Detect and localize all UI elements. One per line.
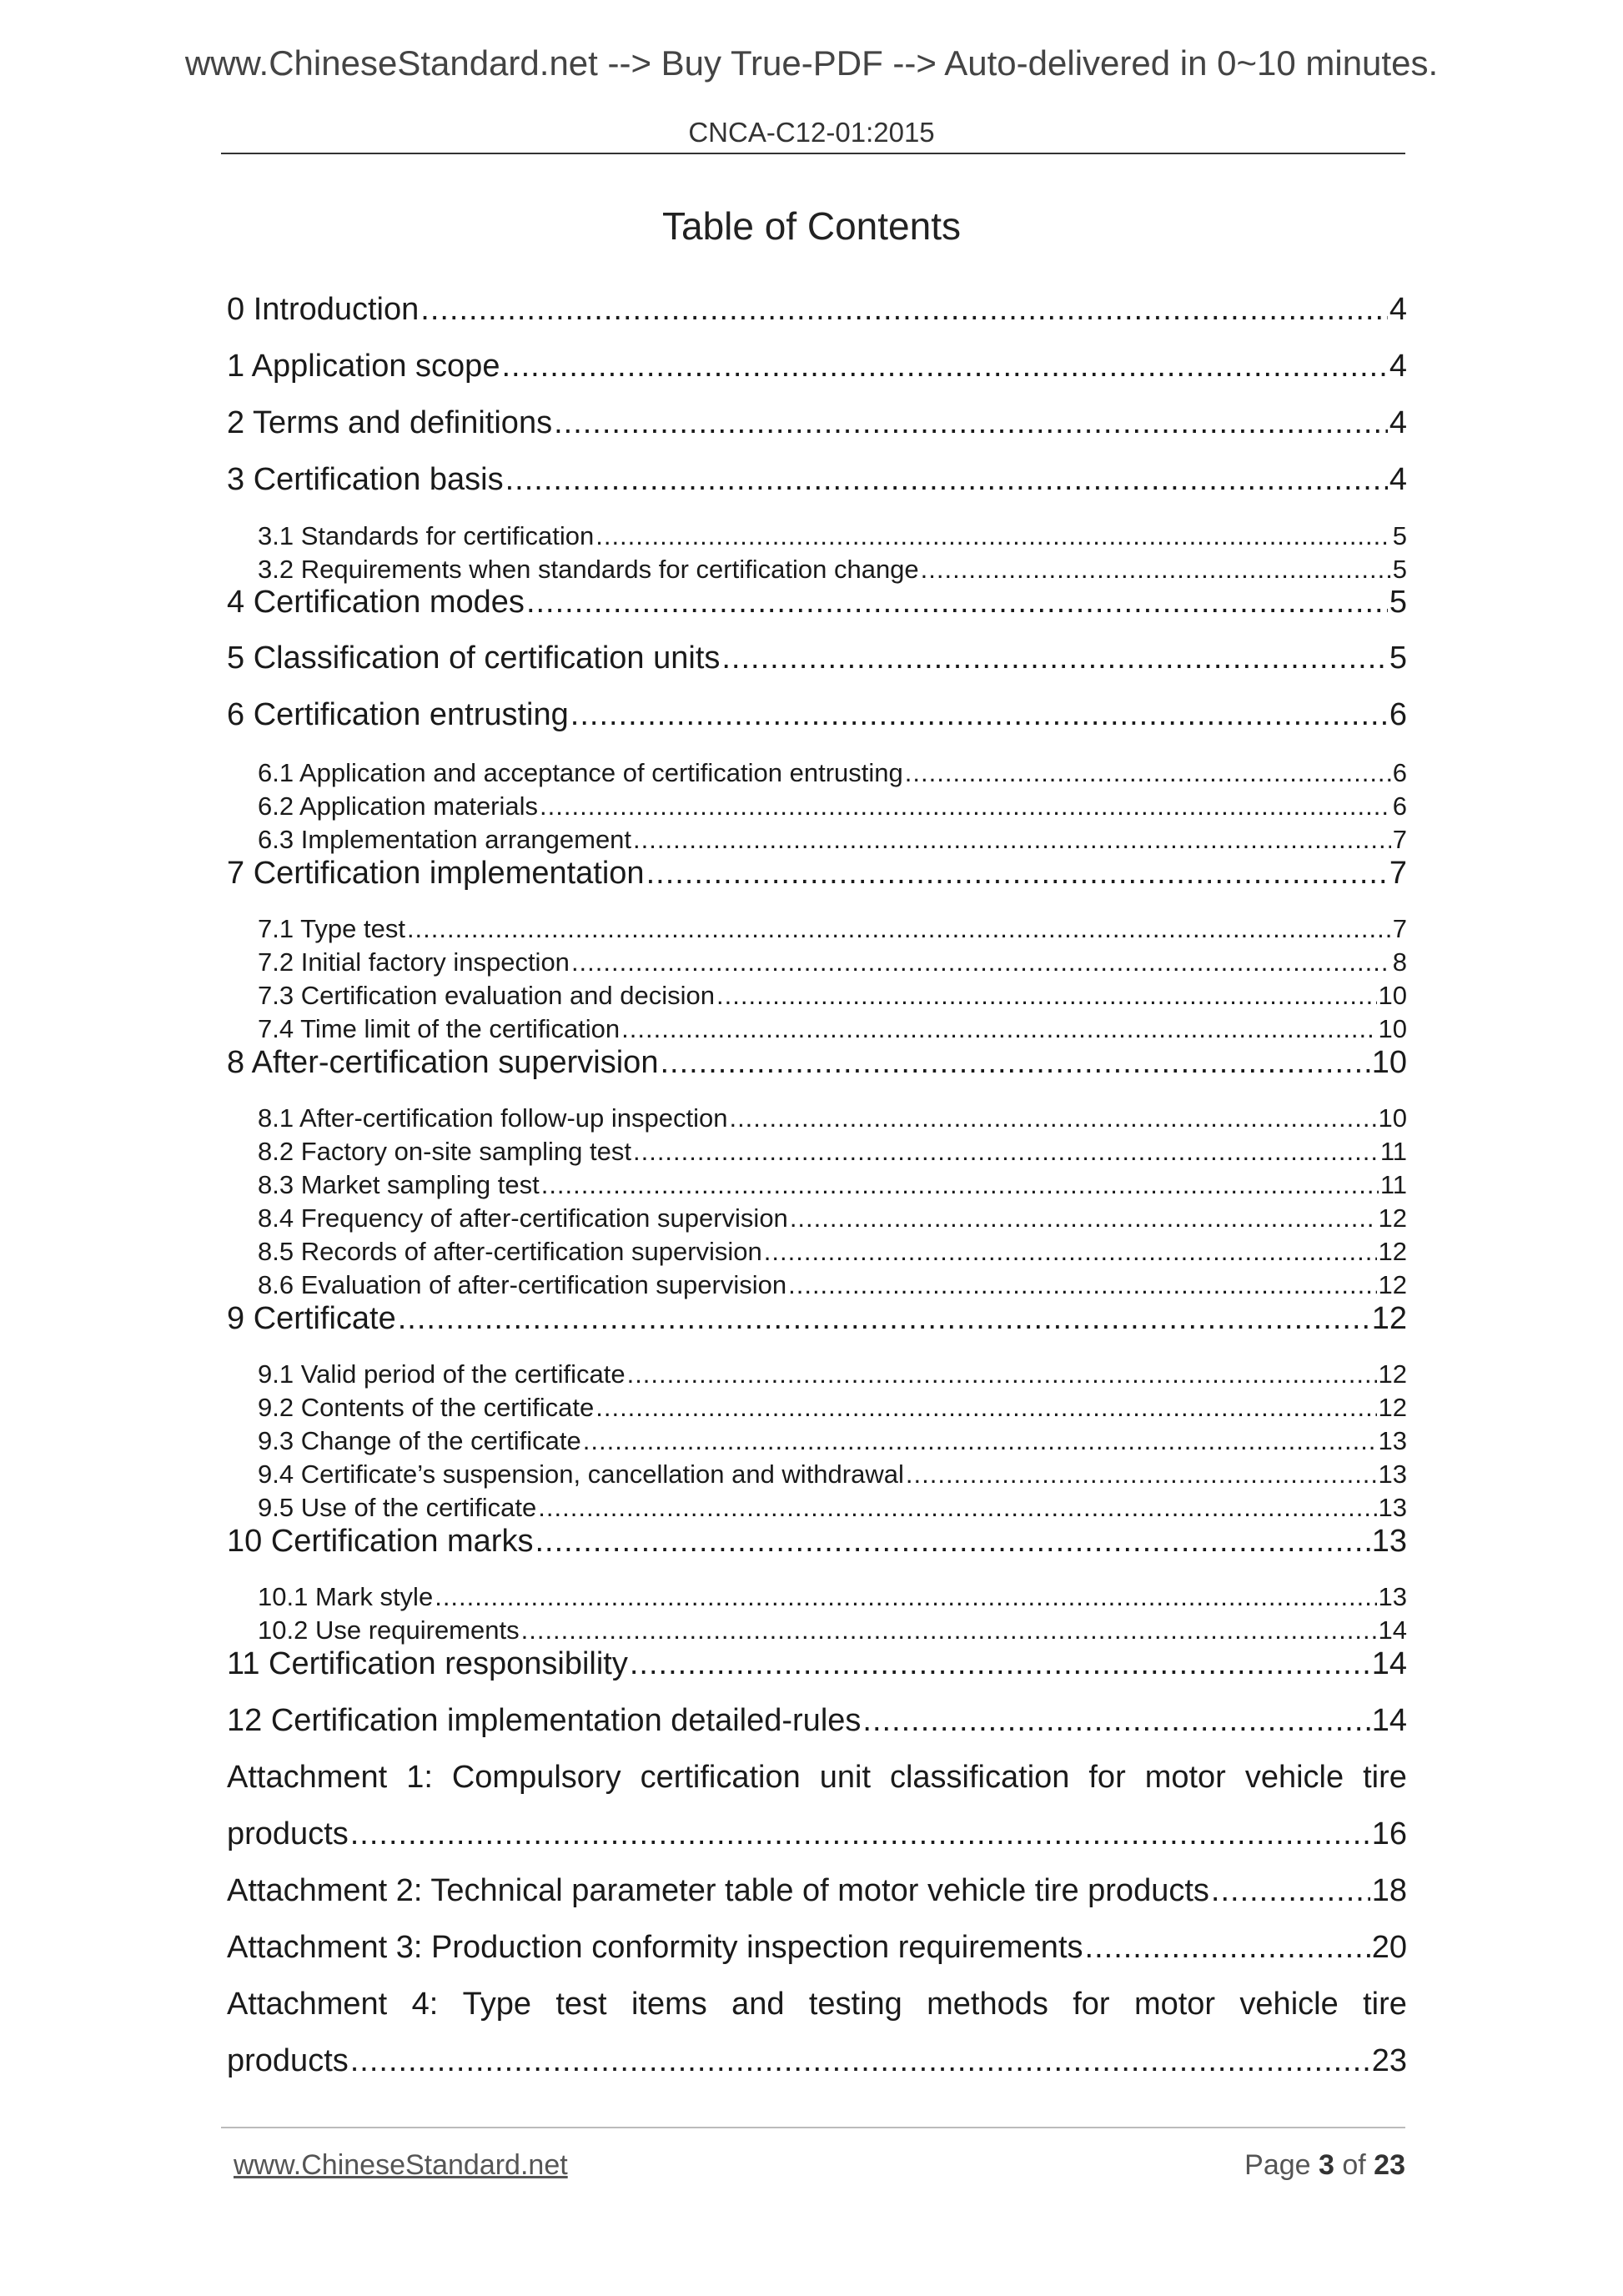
toc-subentry[interactable] [227, 791, 1407, 821]
toc-entry-label: 9.4 Certificate’s suspension, cancellation and withdrawal [258, 1459, 904, 1489]
toc-entry-page: 5 [1389, 585, 1407, 620]
toc-entry-label: 9 Certificate [227, 1301, 396, 1336]
toc-entry-label: 11 Certification responsibility [227, 1646, 628, 1681]
toc-entry-label: 5 Classification of certification units [227, 641, 721, 676]
toc-entry-label: 3.1 Standards for certification [258, 521, 595, 550]
toc-leader-dots [790, 1203, 1377, 1233]
toc-entry-label: 8 After-certification supervision [227, 1045, 659, 1080]
toc-entry-page: 11 [1379, 1137, 1407, 1166]
toc-entry-label: 7.1 Type test [258, 914, 405, 943]
toc-attachment-word: Attachment [227, 1987, 388, 2022]
toc-attachment-entry[interactable] [227, 1930, 1407, 1966]
toc-leader-dots [538, 1493, 1376, 1523]
toc-leader-dots [906, 1459, 1377, 1490]
toc-leader-dots [540, 791, 1391, 821]
toc-entry[interactable] [227, 697, 1407, 733]
toc-subentry[interactable] [227, 1103, 1407, 1133]
toc-entry-label: 7.2 Initial factory inspection [258, 947, 570, 977]
document-id: CNCA-C12-01:2015 [688, 117, 935, 148]
toc-entry-page: 5 [1392, 555, 1407, 584]
toc-entry-page: 5 [1389, 641, 1407, 676]
header-divider [221, 153, 1405, 154]
toc-leader-dots [571, 947, 1391, 977]
toc-entry-label: 10 Certification marks [227, 1524, 534, 1559]
toc-entry-page: 7 [1392, 825, 1407, 854]
toc-attachment-word: test [555, 1987, 607, 2022]
toc-entry-label: 4 Certification modes [227, 585, 525, 620]
toc-entry-label: products [227, 2043, 349, 2078]
toc-leader-dots [595, 521, 1391, 551]
toc-leader-dots [716, 981, 1377, 1011]
toc-entry-label: 7 Certification implementation [227, 856, 645, 891]
toc-entry-label: 8.4 Frequency of after-certification supervision [258, 1203, 788, 1233]
toc-leader-dots [350, 2043, 1370, 2079]
toc-entry-page: 14 [1378, 1615, 1407, 1645]
toc-entry[interactable] [227, 856, 1407, 892]
toc-subentry[interactable] [227, 555, 1407, 585]
toc-entry-page: 4 [1389, 405, 1407, 440]
toc-entry-page: 7 [1389, 856, 1407, 891]
toc-subentry[interactable] [227, 1615, 1407, 1645]
page-number: Page 3 of 23 [1244, 2149, 1405, 2181]
toc-entry-page: 12 [1378, 1270, 1407, 1299]
toc-entry-page: 13 [1378, 1582, 1407, 1611]
toc-leader-dots [505, 462, 1388, 498]
toc-attachment-entry[interactable] [227, 2043, 1407, 2079]
toc-attachment-word: classification [889, 1760, 1070, 1795]
toc-attachment-word: Attachment [227, 1760, 388, 1795]
toc-attachment-word: tire [1363, 1760, 1407, 1795]
toc-entry-label: 1 Application scope [227, 349, 500, 384]
toc-entry-page: 13 [1378, 1426, 1407, 1455]
toc-entry-page: 12 [1378, 1393, 1407, 1422]
toc-entry[interactable] [227, 292, 1407, 328]
toc-entry-label: 7.4 Time limit of the certification [258, 1014, 621, 1043]
toc-attachment-title[interactable] [227, 1760, 1407, 1796]
page-title: Table of Contents [661, 204, 961, 248]
toc-entry-page: 4 [1389, 292, 1407, 327]
toc-entry-page: 13 [1378, 1459, 1407, 1489]
toc-entry[interactable] [227, 1301, 1407, 1337]
toc-subentry[interactable] [227, 1393, 1407, 1423]
toc-attachment-title[interactable] [227, 1987, 1407, 2022]
toc-leader-dots [862, 1703, 1369, 1739]
toc-subentry[interactable] [227, 947, 1407, 977]
toc-attachment-word: Compulsory [451, 1760, 621, 1795]
toc-entry-page: 4 [1389, 349, 1407, 384]
toc-entry[interactable] [227, 1646, 1407, 1682]
toc-attachment-word: 4: [411, 1987, 439, 2022]
toc-leader-dots [646, 856, 1388, 892]
toc-entry-label: 6.1 Application and acceptance of certification entrusting [258, 758, 903, 787]
toc-entry-page: 10 [1378, 1014, 1407, 1043]
toc-leader-dots [435, 1582, 1376, 1612]
toc-leader-dots [721, 641, 1387, 676]
toc-leader-dots [764, 1237, 1377, 1267]
toc-entry[interactable] [227, 641, 1407, 676]
toc-entry-page: 5 [1392, 521, 1407, 550]
toc-subentry[interactable] [227, 1170, 1407, 1200]
toc-attachment-word: items [631, 1987, 707, 2022]
toc-entry-label: 2 Terms and definitions [227, 405, 553, 440]
toc-entry-label: products [227, 1816, 349, 1851]
toc-leader-dots [621, 1014, 1376, 1044]
toc-entry-label: 0 Introduction [227, 292, 420, 327]
toc-attachment-word: methods [927, 1987, 1048, 2022]
toc-entry-page: 12 [1371, 1301, 1407, 1336]
toc-entry[interactable] [227, 585, 1407, 620]
toc-attachment-word: tire [1363, 1987, 1407, 2022]
toc-entry-label: 9.5 Use of the certificate [258, 1493, 537, 1522]
toc-subentry[interactable] [227, 981, 1407, 1011]
toc-entry-page: 10 [1371, 1045, 1407, 1080]
toc-leader-dots [595, 1393, 1376, 1423]
toc-entry-page: 20 [1371, 1930, 1407, 1965]
toc-entry-page: 14 [1371, 1703, 1407, 1738]
toc-subentry[interactable] [227, 914, 1407, 944]
toc-subentry[interactable] [227, 1359, 1407, 1389]
toc-leader-dots [630, 1646, 1370, 1682]
toc-entry-page: 12 [1378, 1203, 1407, 1233]
toc-leader-dots [350, 1816, 1370, 1852]
toc-entry-label: 10.1 Mark style [258, 1582, 434, 1611]
toc-leader-dots [541, 1170, 1379, 1200]
toc-entry-label: 7.3 Certification evaluation and decision [258, 981, 716, 1010]
toc-attachment-word: motor [1133, 1987, 1216, 2022]
toc-subentry[interactable] [227, 1459, 1407, 1490]
toc-subentry[interactable] [227, 1493, 1407, 1523]
toc-entry-label: 3.2 Requirements when standards for certification change [258, 555, 919, 584]
toc-entry-page: 14 [1371, 1646, 1407, 1681]
toc-entry[interactable] [227, 1703, 1407, 1739]
toc-leader-dots [535, 1524, 1369, 1560]
toc-attachment-word: unit [819, 1760, 872, 1795]
toc-entry-label: 3 Certification basis [227, 462, 504, 497]
toc-subentry[interactable] [227, 1270, 1407, 1300]
toc-entry-label: 9.3 Change of the certificate [258, 1426, 581, 1455]
toc-attachment-word: testing [808, 1987, 902, 2022]
toc-leader-dots [398, 1301, 1370, 1337]
toc-entry-label: 8.5 Records of after-certification supervision [258, 1237, 762, 1266]
toc-entry-label: 6.2 Application materials [258, 791, 539, 821]
toc-leader-dots [554, 405, 1388, 441]
toc-subentry[interactable] [227, 1582, 1407, 1612]
toc-entry-page: 10 [1378, 1103, 1407, 1133]
toc-leader-dots [921, 555, 1391, 585]
toc-leader-dots [1085, 1930, 1370, 1966]
toc-attachment-word: vehicle [1244, 1760, 1344, 1795]
toc-leader-dots [407, 914, 1391, 944]
toc-entry-page: 6 [1389, 697, 1407, 732]
toc-attachment-entry[interactable] [227, 1816, 1407, 1852]
toc-entry-page: 13 [1371, 1524, 1407, 1559]
toc-entry[interactable] [227, 405, 1407, 441]
toc-entry-page: 6 [1392, 791, 1407, 821]
toc-entry-page: 18 [1371, 1873, 1407, 1908]
toc-entry-label: 9.1 Valid period of the certificate [258, 1359, 626, 1389]
toc-entry-page: 6 [1392, 758, 1407, 787]
toc-entry-page: 10 [1378, 981, 1407, 1010]
toc-attachment-entry[interactable] [227, 1873, 1407, 1909]
toc-entry-page: 4 [1389, 462, 1407, 497]
toc-attachment-word: Type [462, 1987, 531, 2022]
toc-attachment-word: and [731, 1987, 785, 2022]
toc-entry-label: 8.3 Market sampling test [258, 1170, 540, 1199]
toc-leader-dots [729, 1103, 1376, 1133]
toc-entry-label: Attachment 3: Production conformity inspection requirements [227, 1930, 1083, 1965]
toc-attachment-word: 1: [406, 1760, 433, 1795]
toc-subentry[interactable] [227, 1203, 1407, 1233]
toc-entry-label: 12 Certification implementation detailed-rules [227, 1703, 862, 1738]
toc-entry-page: 23 [1371, 2043, 1407, 2078]
toc-leader-dots [905, 758, 1391, 788]
toc-entry-page: 16 [1371, 1816, 1407, 1851]
toc-entry-page: 13 [1378, 1493, 1407, 1522]
toc-leader-dots [501, 349, 1387, 384]
toc-leader-dots [660, 1045, 1369, 1081]
toc-leader-dots [420, 292, 1388, 328]
toc-entry[interactable] [227, 1045, 1407, 1081]
toc-entry-label: 9.2 Contents of the certificate [258, 1393, 595, 1422]
toc-entry[interactable] [227, 1524, 1407, 1560]
toc-entry-page: 11 [1379, 1170, 1407, 1199]
toc-attachment-word: for [1088, 1760, 1126, 1795]
toc-entry-page: 8 [1392, 947, 1407, 977]
toc-entry-label: 10.2 Use requirements [258, 1615, 520, 1645]
toc-attachment-word: for [1073, 1987, 1110, 2022]
toc-entry-label: 8.6 Evaluation of after-certification supervision [258, 1270, 787, 1299]
toc-leader-dots [521, 1615, 1377, 1645]
toc-attachment-word: certification [640, 1760, 801, 1795]
toc-subentry[interactable] [227, 825, 1407, 855]
toc-leader-dots [583, 1426, 1377, 1456]
footer-site-link[interactable]: www.ChineseStandard.net [234, 2149, 568, 2181]
toc-entry[interactable] [227, 349, 1407, 384]
toc-leader-dots [526, 585, 1388, 620]
toc-leader-dots [627, 1359, 1377, 1389]
toc-subentry[interactable] [227, 521, 1407, 551]
toc-entry[interactable] [227, 462, 1407, 498]
toc-attachment-word: motor [1144, 1760, 1226, 1795]
toc-leader-dots [1211, 1873, 1370, 1909]
toc-entry-label: 6.3 Implementation arrangement [258, 825, 632, 854]
toc-leader-dots [570, 697, 1388, 733]
toc-entry-label: 8.1 After-certification follow-up inspection [258, 1103, 728, 1133]
toc-entry-label: Attachment 2: Technical parameter table of motor vehicle tire products [227, 1873, 1209, 1908]
toc-subentry[interactable] [227, 1014, 1407, 1044]
toc-entry-page: 12 [1378, 1359, 1407, 1389]
toc-subentry[interactable] [227, 1137, 1407, 1167]
toc-entry-page: 12 [1378, 1237, 1407, 1266]
toc-subentry[interactable] [227, 1237, 1407, 1267]
toc-entry-label: 6 Certification entrusting [227, 697, 569, 732]
toc-attachment-word: vehicle [1239, 1987, 1339, 2022]
toc-leader-dots [633, 1137, 1379, 1167]
toc-entry-page: 7 [1392, 914, 1407, 943]
toc-entry-label: 8.2 Factory on-site sampling test [258, 1137, 631, 1166]
footer-divider [221, 2127, 1405, 2128]
toc-subentry[interactable] [227, 1426, 1407, 1456]
toc-leader-dots [788, 1270, 1376, 1300]
site-banner: www.ChineseStandard.net --> Buy True-PDF --> Auto-delivered in 0~10 minutes. [184, 43, 1439, 83]
toc-subentry[interactable] [227, 758, 1407, 788]
toc-leader-dots [633, 825, 1391, 855]
